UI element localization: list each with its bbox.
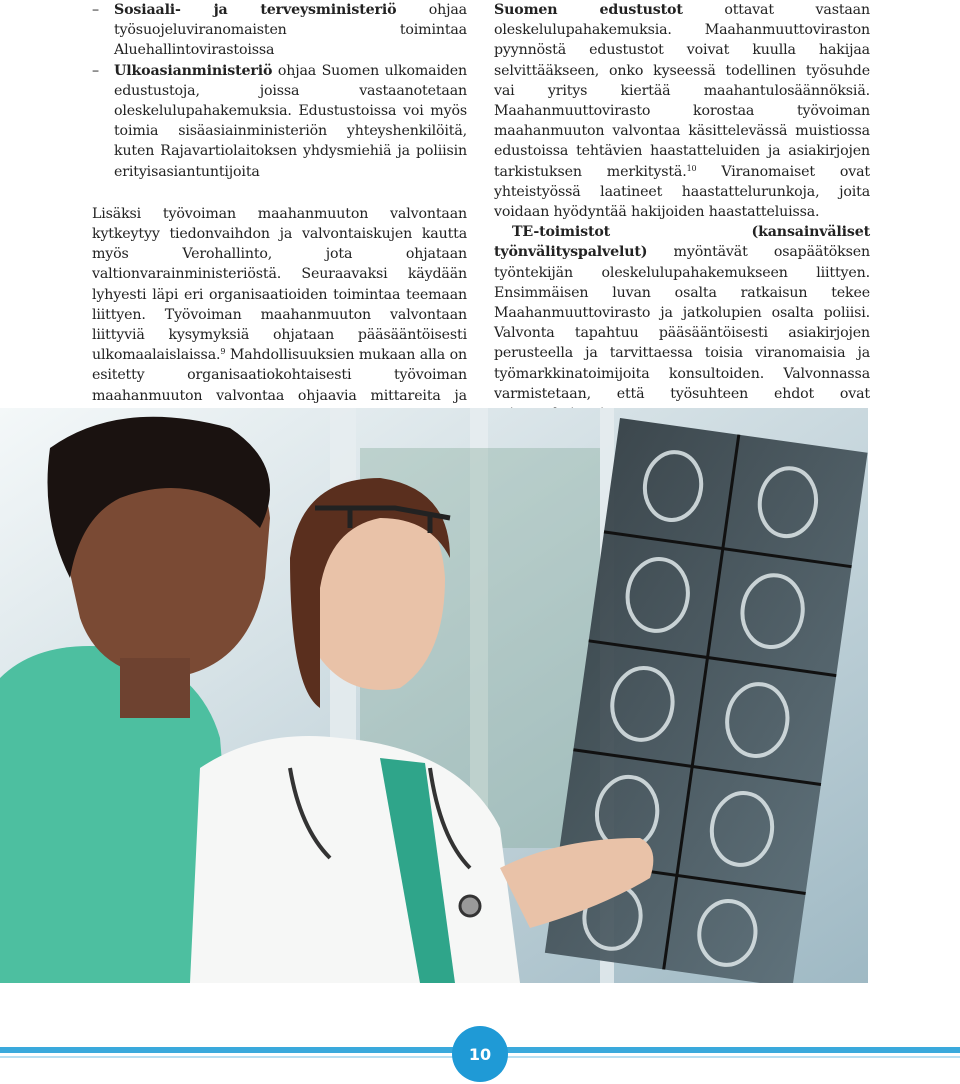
list-item [92,61,467,182]
footnote-ref: 9 [220,347,226,357]
paragraph-heading: TE-toimistot (kansainväliset työnvälityspalvelut) [494,224,870,261]
paragraph-text: Viranomaiset ovat yhteistyössä laatineet haastattelurunkoja, joita voidaan hyödyntää hakijoiden haastatteluissa. [494,163,870,221]
list-item [92,0,467,61]
ministry-list [92,0,467,182]
list-item-text: ohjaa työsuojeluviranomaisten toimintaa Aluehallintovirastoissa [114,2,467,59]
list-item-bold: Sosiaali- ja terveysministeriö [114,2,397,18]
list-item-bold: Ulkoasianministeriö [114,62,273,79]
page-number: 10 [452,1026,508,1082]
left-column [92,0,467,426]
footnote-ref: 10 [686,163,697,173]
body-paragraph [92,204,467,426]
paragraph-text: ottavat vastaan oleskelulupahakemuksia. Maahanmuuttoviraston pyynnöstä edustustot voivat kuulla hakijaa selvittääkseen, onko kyseessä todellinen työsuhde vai yritys kiertää maahantulosäännöksiä. Maahanmuuttovirasto korostaa työvoiman maahanmuuton valvontaa käsittelevässä muistiossa edustoissa tehtävien haastatteluiden ja asiakirjojen tarkistuksen merkitystä. [494,2,870,180]
paragraph-text: Lisäksi työvoiman maahanmuuton valvontaan kytkeytyy tiedonvaihdon ja valvontaiskujen kautta myös Verohallinto, jota ohjataan valtionvarainministeriöstä. Seuraavaksi käydään lyhyesti läpi eri organisaatioiden toimintaa teemaan liittyen. Työvoiman maahanmuuton valvontaan liittyviä kysymyksiä ohjataan pääsääntöisesti ulkomaalaislaissa. [92,205,467,364]
paragraph-text: myöntävät osapäätöksen työntekijän oleskelulupahakemukseen liittyen. Ensimmäisen luvan osalta ratkaisun tekee Maahanmuuttovirasto ja jatkolupien osalta poliisi. Valvonta tapahtuu pääsääntöisesti asiakirjojen perusteella ja tarvittaessa toisia viranomaisia ja työmarkkinatoimijoita konsultoiden. Valvonnassa varmistetaan, että työsuhteen ehdot ovat [494,244,870,402]
doctors-photo [0,408,868,983]
paragraph-heading: Suomen edustustot [494,2,683,18]
right-column [494,0,870,424]
paragraph-text: Mahdollisuuksien mukaan alla on esitetty organisaatiokohtaisesti työvoiman maahanmuuton valvontaa ohjaavia mittareita ja [92,347,467,404]
body-paragraph [494,222,870,424]
list-item-text: ohjaa Suomen ulkomaiden edustustoja, joissa vastaanotetaan oleskelulupahakemuksia. Edustustoissa voi myös toimia sisäasiainministeriön yhteyshenkilöitä, kuten Rajavartiolaitoksen yhdysmiehiä ja poliisin erityisasiantuntijoita [114,62,467,180]
body-paragraph [494,0,870,222]
